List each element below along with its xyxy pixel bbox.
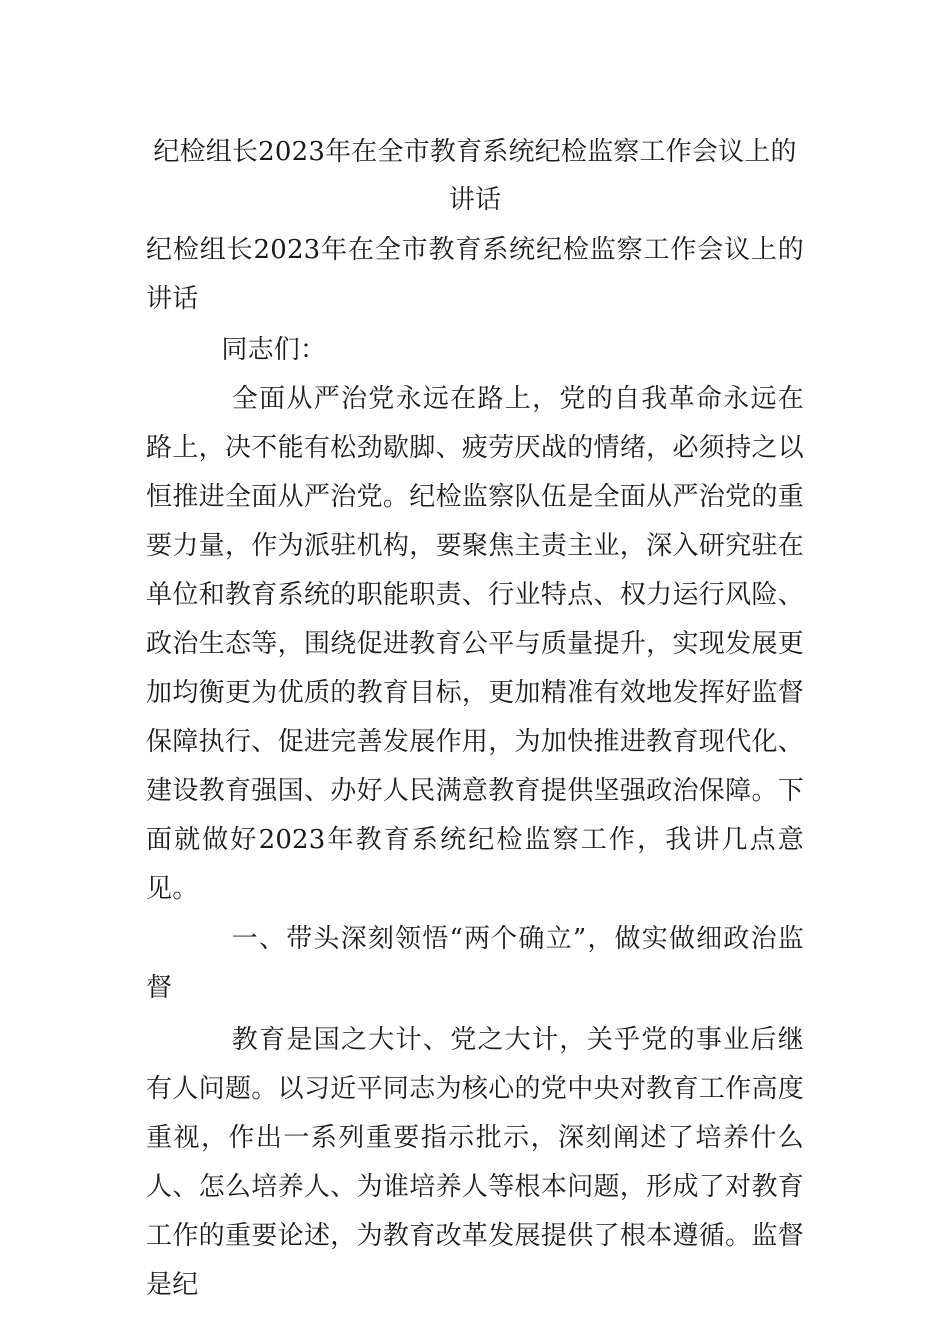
- paragraph-section-1: 教育是国之大计、党之大计，关乎党的事业后继有人问题。以习近平同志为核心的党中央对教育工作高度重视，作出一系列重要指示批示，深刻阐述了培养什么人、怎么培养人、为谁培养人等根本问题，形成了对教育工作的重要论述，为教育改革发展提供了根本遵循。监督是纪: [146, 1025, 804, 1300]
- section-heading-1: 一、带头深刻领悟“两个确立”，做实做细政治监督: [146, 924, 804, 1003]
- greeting: 同志们：: [221, 335, 327, 365]
- document-title: 纪检组长2023年在全市教育系统纪检监察工作会议上的讲话: [153, 137, 797, 215]
- document-subtitle: 纪检组长2023年在全市教育系统纪检监察工作会议上的讲话: [146, 235, 804, 314]
- document-page: [146, 128, 804, 1310]
- paragraph-intro: 全面从严治党永远在路上，党的自我革命永远在路上，决不能有松劲歇脚、疲劳厌战的情绪，必须持之以恒推进全面从严治党。纪检监察队伍是全面从严治党的重要力量，作为派驻机构，要聚焦主责主业，深入研究驻在单位和教育系统的职能职责、行业特点、权力运行风险、政治生态等，围绕促进教育公平与质量提升，实现发展更加均衡更为优质的教育目标，更加精准有效地发挥好监督保障执行、促进完善发展作用，为加快推进教育现代化、建设教育强国、办好人民满意教育提供坚强政治保障。下面就做好2023年教育系统纪检监察工作，我讲几点意见。: [146, 384, 804, 904]
